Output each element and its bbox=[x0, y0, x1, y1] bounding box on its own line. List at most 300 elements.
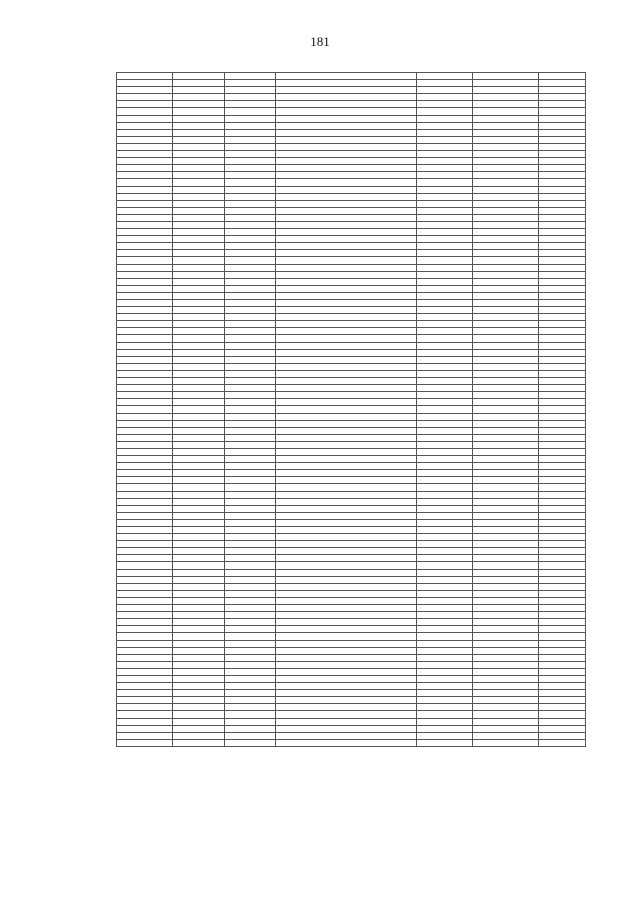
table-cell bbox=[473, 619, 539, 626]
table-cell bbox=[173, 569, 225, 576]
table-cell bbox=[276, 243, 417, 250]
table-cell bbox=[173, 271, 225, 278]
table-cell bbox=[173, 427, 225, 434]
table-cell bbox=[173, 498, 225, 505]
table-cell bbox=[417, 94, 473, 101]
table-cell bbox=[173, 165, 225, 172]
table-cell bbox=[276, 427, 417, 434]
table-cell bbox=[276, 264, 417, 271]
table-cell bbox=[276, 122, 417, 129]
table-cell bbox=[539, 583, 586, 590]
table-cell bbox=[276, 285, 417, 292]
table-row bbox=[117, 654, 586, 661]
table-cell bbox=[224, 250, 276, 257]
table-cell bbox=[539, 661, 586, 668]
table-row bbox=[117, 87, 586, 94]
table-cell bbox=[117, 200, 173, 207]
table-cell bbox=[117, 151, 173, 158]
table-row bbox=[117, 250, 586, 257]
table-cell bbox=[539, 484, 586, 491]
table-cell bbox=[539, 512, 586, 519]
table-cell bbox=[417, 619, 473, 626]
table-cell bbox=[173, 697, 225, 704]
table-cell bbox=[473, 448, 539, 455]
table-cell bbox=[473, 668, 539, 675]
table-cell bbox=[539, 541, 586, 548]
table-cell bbox=[117, 725, 173, 732]
table-cell bbox=[417, 661, 473, 668]
table-row bbox=[117, 200, 586, 207]
table-cell bbox=[224, 683, 276, 690]
table-cell bbox=[276, 378, 417, 385]
table-cell bbox=[539, 498, 586, 505]
table-row bbox=[117, 193, 586, 200]
table-cell bbox=[173, 278, 225, 285]
table-cell bbox=[224, 363, 276, 370]
table-row bbox=[117, 285, 586, 292]
table-cell bbox=[117, 363, 173, 370]
table-cell bbox=[473, 626, 539, 633]
table-cell bbox=[539, 732, 586, 739]
table-cell bbox=[117, 690, 173, 697]
table-cell bbox=[276, 647, 417, 654]
table-cell bbox=[473, 527, 539, 534]
table-cell bbox=[417, 427, 473, 434]
table-cell bbox=[173, 207, 225, 214]
table-cell bbox=[539, 179, 586, 186]
table-cell bbox=[417, 349, 473, 356]
table-cell bbox=[473, 675, 539, 682]
table-cell bbox=[473, 129, 539, 136]
table-cell bbox=[117, 647, 173, 654]
table-cell bbox=[117, 385, 173, 392]
table-row bbox=[117, 80, 586, 87]
table-cell bbox=[539, 697, 586, 704]
table-cell bbox=[539, 271, 586, 278]
table-cell bbox=[539, 647, 586, 654]
table-cell bbox=[276, 229, 417, 236]
table-cell bbox=[224, 647, 276, 654]
table-cell bbox=[173, 122, 225, 129]
table-cell bbox=[539, 264, 586, 271]
table-cell bbox=[473, 349, 539, 356]
table-cell bbox=[117, 335, 173, 342]
table-cell bbox=[276, 73, 417, 80]
table-cell bbox=[473, 278, 539, 285]
table-cell bbox=[173, 406, 225, 413]
table-cell bbox=[173, 257, 225, 264]
table-cell bbox=[276, 590, 417, 597]
table-row bbox=[117, 711, 586, 718]
table-row bbox=[117, 576, 586, 583]
table-cell bbox=[276, 349, 417, 356]
table-cell bbox=[473, 512, 539, 519]
table-cell bbox=[539, 569, 586, 576]
table-cell bbox=[539, 739, 586, 746]
table-cell bbox=[417, 590, 473, 597]
table-cell bbox=[539, 711, 586, 718]
table-cell bbox=[276, 697, 417, 704]
table-cell bbox=[224, 151, 276, 158]
table-cell bbox=[117, 505, 173, 512]
table-cell bbox=[224, 307, 276, 314]
table-cell bbox=[473, 491, 539, 498]
table-cell bbox=[539, 413, 586, 420]
table-row bbox=[117, 101, 586, 108]
table-cell bbox=[117, 278, 173, 285]
table-cell bbox=[276, 668, 417, 675]
table-cell bbox=[276, 448, 417, 455]
table-cell bbox=[473, 122, 539, 129]
table-cell bbox=[224, 739, 276, 746]
table-cell bbox=[473, 612, 539, 619]
table-cell bbox=[117, 711, 173, 718]
table-cell bbox=[539, 654, 586, 661]
table-cell bbox=[417, 505, 473, 512]
table-cell bbox=[539, 349, 586, 356]
table-row bbox=[117, 463, 586, 470]
table-cell bbox=[276, 619, 417, 626]
table-cell bbox=[173, 555, 225, 562]
table-cell bbox=[117, 427, 173, 434]
table-cell bbox=[173, 80, 225, 87]
table-cell bbox=[539, 505, 586, 512]
table-row bbox=[117, 257, 586, 264]
table-cell bbox=[224, 661, 276, 668]
table-cell bbox=[173, 413, 225, 420]
table-cell bbox=[417, 470, 473, 477]
table-cell bbox=[117, 328, 173, 335]
table-cell bbox=[117, 349, 173, 356]
table-cell bbox=[473, 143, 539, 150]
table-row bbox=[117, 512, 586, 519]
table-cell bbox=[539, 548, 586, 555]
table-cell bbox=[276, 456, 417, 463]
table-cell bbox=[417, 335, 473, 342]
table-cell bbox=[224, 257, 276, 264]
table-row bbox=[117, 690, 586, 697]
table-cell bbox=[117, 441, 173, 448]
table-cell bbox=[539, 576, 586, 583]
table-cell bbox=[173, 683, 225, 690]
table-cell bbox=[224, 385, 276, 392]
table-cell bbox=[173, 399, 225, 406]
table-cell bbox=[173, 314, 225, 321]
table-cell bbox=[117, 122, 173, 129]
table-cell bbox=[224, 562, 276, 569]
table-row bbox=[117, 548, 586, 555]
table-cell bbox=[224, 420, 276, 427]
table-cell bbox=[224, 179, 276, 186]
table-cell bbox=[276, 569, 417, 576]
table-cell bbox=[473, 583, 539, 590]
table-cell bbox=[539, 477, 586, 484]
table-cell bbox=[539, 434, 586, 441]
table-cell bbox=[117, 115, 173, 122]
table-cell bbox=[276, 597, 417, 604]
table-cell bbox=[417, 250, 473, 257]
table-cell bbox=[224, 200, 276, 207]
table-cell bbox=[173, 675, 225, 682]
table-cell bbox=[224, 229, 276, 236]
table-cell bbox=[539, 129, 586, 136]
table-cell bbox=[539, 640, 586, 647]
table-cell bbox=[539, 221, 586, 228]
table-cell bbox=[276, 207, 417, 214]
table-cell bbox=[173, 243, 225, 250]
table-cell bbox=[417, 278, 473, 285]
table-cell bbox=[117, 179, 173, 186]
table-row bbox=[117, 392, 586, 399]
table-cell bbox=[276, 179, 417, 186]
table-cell bbox=[173, 94, 225, 101]
table-cell bbox=[539, 143, 586, 150]
table-cell bbox=[224, 541, 276, 548]
table-cell bbox=[417, 151, 473, 158]
table-cell bbox=[117, 597, 173, 604]
table-cell bbox=[173, 647, 225, 654]
table-cell bbox=[539, 668, 586, 675]
table-cell bbox=[224, 129, 276, 136]
table-row bbox=[117, 179, 586, 186]
table-cell bbox=[117, 342, 173, 349]
table-cell bbox=[539, 250, 586, 257]
table-cell bbox=[539, 243, 586, 250]
table-cell bbox=[224, 214, 276, 221]
table-row bbox=[117, 555, 586, 562]
table-cell bbox=[539, 519, 586, 526]
table-cell bbox=[473, 456, 539, 463]
table-cell bbox=[173, 732, 225, 739]
table-cell bbox=[224, 505, 276, 512]
table-cell bbox=[417, 690, 473, 697]
table-cell bbox=[224, 640, 276, 647]
table-cell bbox=[117, 285, 173, 292]
table-cell bbox=[224, 271, 276, 278]
table-row bbox=[117, 129, 586, 136]
table-cell bbox=[173, 378, 225, 385]
table-cell bbox=[173, 456, 225, 463]
table-cell bbox=[173, 179, 225, 186]
table-cell bbox=[117, 519, 173, 526]
table-cell bbox=[117, 413, 173, 420]
table-cell bbox=[473, 413, 539, 420]
table-cell bbox=[224, 434, 276, 441]
table-cell bbox=[117, 697, 173, 704]
table-cell bbox=[276, 101, 417, 108]
table-cell bbox=[224, 285, 276, 292]
table-cell bbox=[276, 470, 417, 477]
table-row bbox=[117, 427, 586, 434]
table-cell bbox=[276, 555, 417, 562]
table-cell bbox=[224, 207, 276, 214]
table-cell bbox=[173, 328, 225, 335]
table-cell bbox=[276, 292, 417, 299]
table-cell bbox=[473, 704, 539, 711]
table-row bbox=[117, 527, 586, 534]
table-cell bbox=[473, 378, 539, 385]
table-cell bbox=[117, 675, 173, 682]
table-cell bbox=[276, 214, 417, 221]
table-cell bbox=[473, 690, 539, 697]
table-row bbox=[117, 94, 586, 101]
table-row bbox=[117, 569, 586, 576]
table-cell bbox=[276, 186, 417, 193]
table-row bbox=[117, 122, 586, 129]
table-cell bbox=[473, 236, 539, 243]
table-row bbox=[117, 697, 586, 704]
table-cell bbox=[117, 94, 173, 101]
table-cell bbox=[417, 704, 473, 711]
table-cell bbox=[224, 413, 276, 420]
table-cell bbox=[417, 136, 473, 143]
table-cell bbox=[417, 633, 473, 640]
table-cell bbox=[276, 690, 417, 697]
table-row bbox=[117, 505, 586, 512]
table-cell bbox=[417, 314, 473, 321]
table-cell bbox=[117, 214, 173, 221]
table-cell bbox=[417, 307, 473, 314]
table-cell bbox=[173, 250, 225, 257]
table-cell bbox=[117, 420, 173, 427]
table-cell bbox=[276, 683, 417, 690]
table-cell bbox=[117, 498, 173, 505]
table-cell bbox=[173, 307, 225, 314]
table-cell bbox=[224, 569, 276, 576]
table-cell bbox=[276, 165, 417, 172]
table-cell bbox=[276, 704, 417, 711]
table-cell bbox=[117, 683, 173, 690]
table-row bbox=[117, 378, 586, 385]
table-cell bbox=[117, 484, 173, 491]
table-cell bbox=[539, 108, 586, 115]
table-cell bbox=[473, 300, 539, 307]
table-cell bbox=[539, 80, 586, 87]
table-row bbox=[117, 605, 586, 612]
table-cell bbox=[417, 200, 473, 207]
table-cell bbox=[276, 200, 417, 207]
table-row bbox=[117, 739, 586, 746]
table-cell bbox=[276, 527, 417, 534]
table-cell bbox=[417, 548, 473, 555]
table-cell bbox=[224, 470, 276, 477]
table-cell bbox=[173, 434, 225, 441]
table-cell bbox=[117, 101, 173, 108]
table-cell bbox=[276, 300, 417, 307]
table-cell bbox=[417, 491, 473, 498]
table-cell bbox=[173, 73, 225, 80]
table-row bbox=[117, 725, 586, 732]
table-cell bbox=[473, 732, 539, 739]
table-cell bbox=[417, 221, 473, 228]
table-cell bbox=[224, 172, 276, 179]
table-cell bbox=[276, 548, 417, 555]
table-cell bbox=[276, 271, 417, 278]
table-cell bbox=[173, 477, 225, 484]
table-cell bbox=[473, 73, 539, 80]
table-cell bbox=[473, 590, 539, 597]
table-cell bbox=[276, 434, 417, 441]
table-cell bbox=[417, 285, 473, 292]
table-cell bbox=[117, 271, 173, 278]
table-cell bbox=[473, 328, 539, 335]
table-row bbox=[117, 370, 586, 377]
table-cell bbox=[539, 307, 586, 314]
table-cell bbox=[417, 101, 473, 108]
table-cell bbox=[173, 562, 225, 569]
table-row bbox=[117, 626, 586, 633]
table-cell bbox=[276, 94, 417, 101]
table-cell bbox=[117, 300, 173, 307]
table-row bbox=[117, 583, 586, 590]
table-cell bbox=[224, 633, 276, 640]
table-row bbox=[117, 335, 586, 342]
table-cell bbox=[473, 427, 539, 434]
table-cell bbox=[473, 186, 539, 193]
table-cell bbox=[173, 292, 225, 299]
table-cell bbox=[473, 647, 539, 654]
table-cell bbox=[117, 732, 173, 739]
table-cell bbox=[417, 342, 473, 349]
table-cell bbox=[276, 172, 417, 179]
table-cell bbox=[276, 356, 417, 363]
table-row bbox=[117, 143, 586, 150]
table-cell bbox=[224, 101, 276, 108]
table-cell bbox=[117, 605, 173, 612]
table-cell bbox=[224, 115, 276, 122]
table-cell bbox=[473, 221, 539, 228]
table-cell bbox=[539, 683, 586, 690]
table-cell bbox=[173, 172, 225, 179]
table-cell bbox=[173, 115, 225, 122]
table-cell bbox=[224, 136, 276, 143]
table-cell bbox=[173, 512, 225, 519]
table-cell bbox=[224, 399, 276, 406]
table-cell bbox=[539, 420, 586, 427]
table-cell bbox=[417, 243, 473, 250]
table-row bbox=[117, 597, 586, 604]
table-cell bbox=[117, 321, 173, 328]
table-cell bbox=[276, 342, 417, 349]
table-cell bbox=[117, 136, 173, 143]
table-row bbox=[117, 420, 586, 427]
table-cell bbox=[173, 711, 225, 718]
table-body bbox=[117, 73, 586, 747]
table-cell bbox=[473, 172, 539, 179]
table-cell bbox=[224, 718, 276, 725]
table-cell bbox=[473, 285, 539, 292]
table-cell bbox=[417, 519, 473, 526]
table-cell bbox=[417, 87, 473, 94]
table-cell bbox=[539, 463, 586, 470]
table-cell bbox=[117, 257, 173, 264]
table-cell bbox=[117, 654, 173, 661]
table-cell bbox=[539, 200, 586, 207]
table-row bbox=[117, 172, 586, 179]
table-row bbox=[117, 683, 586, 690]
table-cell bbox=[417, 668, 473, 675]
table-cell bbox=[173, 129, 225, 136]
table-cell bbox=[539, 94, 586, 101]
table-cell bbox=[539, 491, 586, 498]
table-row bbox=[117, 612, 586, 619]
table-cell bbox=[276, 541, 417, 548]
table-cell bbox=[173, 463, 225, 470]
table-cell bbox=[224, 704, 276, 711]
table-cell bbox=[224, 576, 276, 583]
table-cell bbox=[276, 654, 417, 661]
table-cell bbox=[276, 675, 417, 682]
